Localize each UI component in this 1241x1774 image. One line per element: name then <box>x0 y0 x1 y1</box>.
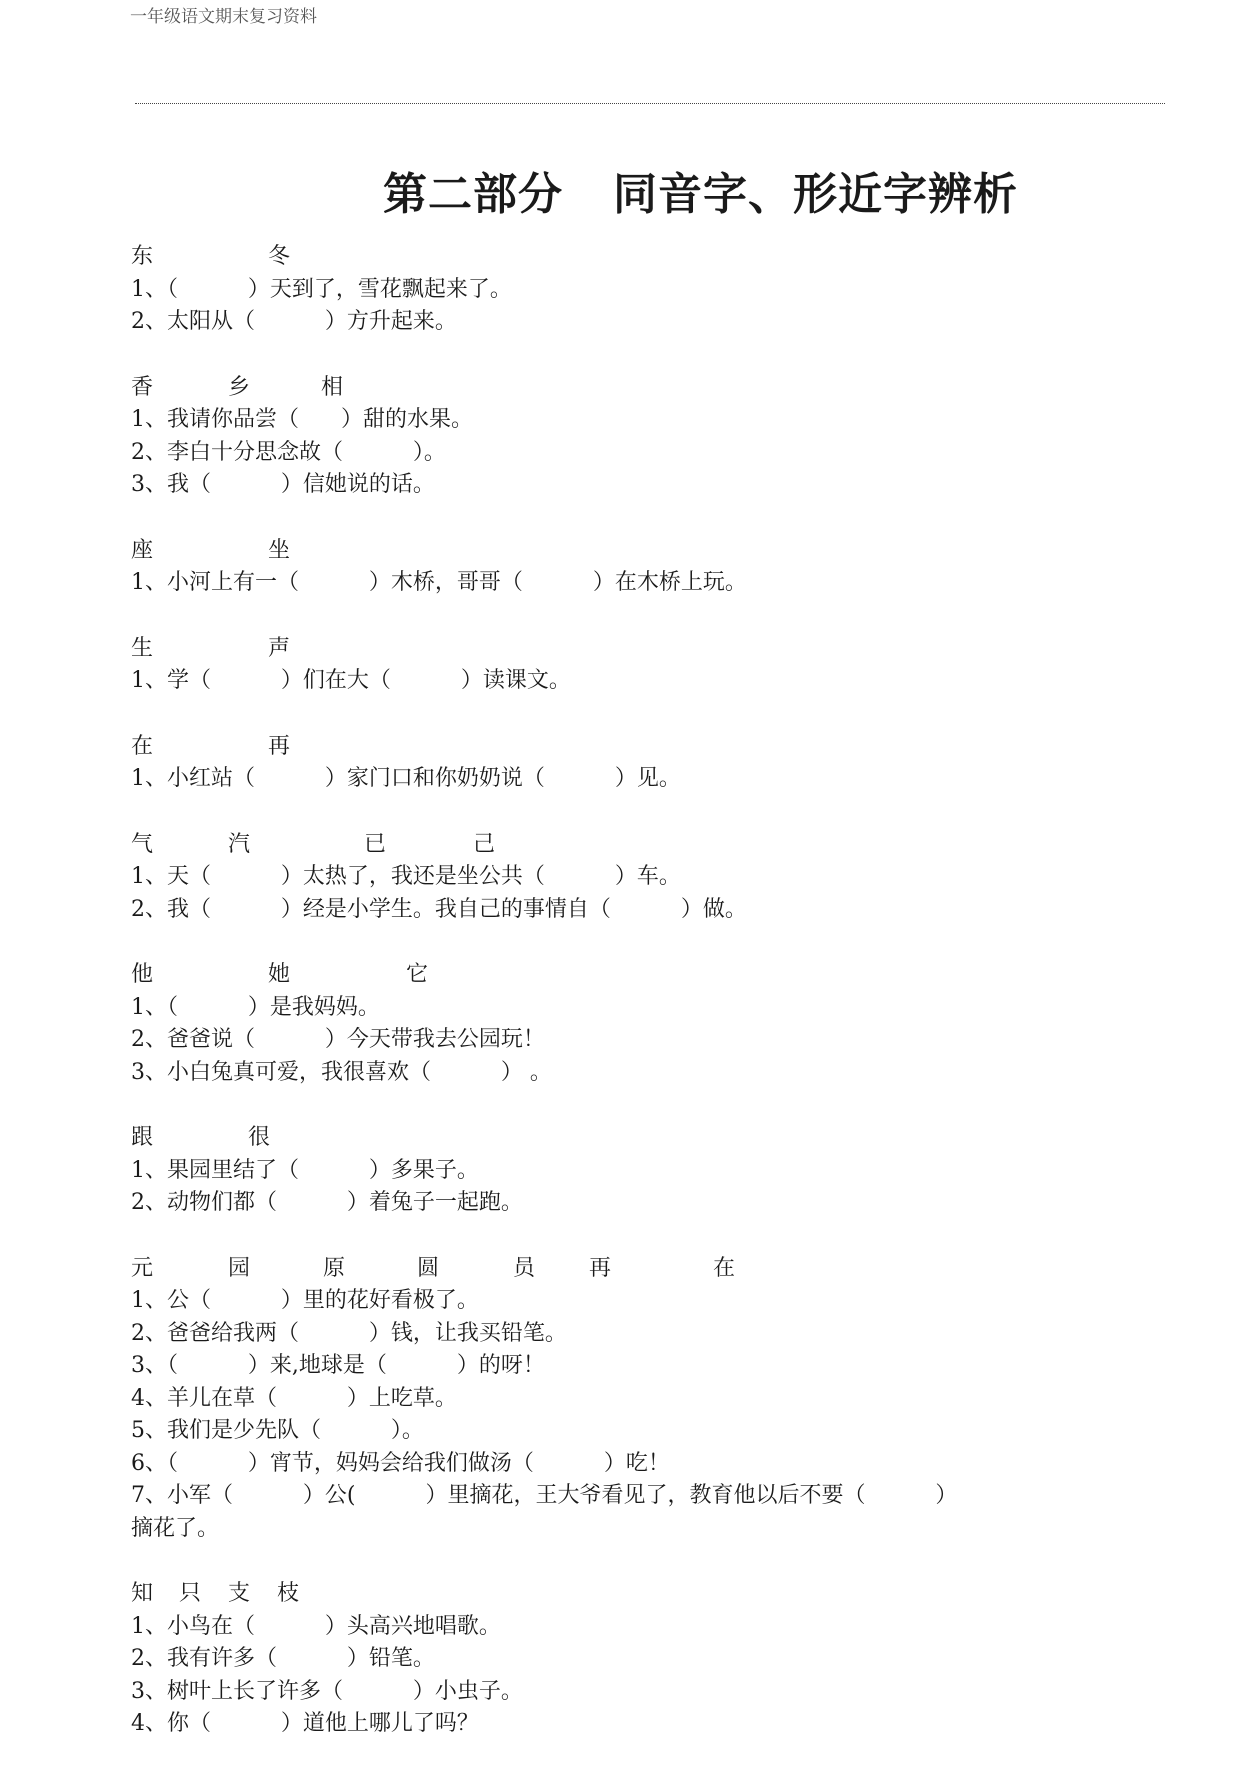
char-option: 在 <box>131 733 154 759</box>
fill-in-sentence: 1、天（ ）太热了，我还是坐公共（ ）车。 <box>131 864 681 889</box>
fill-in-sentence: 4、羊儿在草（ ）上吃草。 <box>131 1385 457 1411</box>
char-option: 己 <box>473 831 496 857</box>
fill-in-sentence: 7、小军（ ）公( ）里摘花，王大爷看见了，教育他以后不要（ ） <box>131 1483 958 1508</box>
char-option: 生 <box>131 635 154 661</box>
exercise-group <box>131 1578 1131 1741</box>
fill-in-sentence: 5、我们是少先队（ ）。 <box>131 1418 424 1443</box>
char-option: 乡 <box>228 374 251 400</box>
char-option: 原 <box>323 1255 346 1281</box>
fill-in-sentence: 1、学（ ）们在大（ ）读课文。 <box>131 668 571 693</box>
fill-in-sentence: 3、我（ ）信她说的话。 <box>131 472 435 497</box>
char-option: 再 <box>589 1255 612 1281</box>
fill-in-sentence: 1、公（ ）里的花好看极了。 <box>131 1288 479 1313</box>
exercise-group <box>131 731 1131 796</box>
char-option: 已 <box>364 831 387 857</box>
char-option: 再 <box>268 733 291 759</box>
char-option: 在 <box>713 1255 736 1281</box>
char-option: 元 <box>131 1255 154 1281</box>
char-options-row <box>131 1578 1131 1611</box>
title-topic: 同音字、形近字辨析 <box>613 169 1018 220</box>
char-option: 气 <box>131 831 154 857</box>
exercise-group <box>131 959 1131 1089</box>
char-options-row <box>131 731 1131 764</box>
running-header: 一年级语文期末复习资料 <box>130 7 317 27</box>
char-option: 知 <box>131 1581 154 1606</box>
char-option: 她 <box>268 962 291 987</box>
fill-in-sentence: 1、（ ）天到了，雪花飘起来了。 <box>131 276 512 302</box>
exercise-list <box>131 241 1131 1774</box>
exercise-group <box>131 1122 1131 1220</box>
char-options-row <box>131 829 1131 862</box>
char-options-row <box>131 1122 1131 1155</box>
exercise-group <box>131 535 1131 600</box>
char-option: 声 <box>268 635 291 661</box>
char-option: 只 <box>179 1581 202 1606</box>
fill-in-sentence: 3、（ ）来,地球是（ ）的呀！ <box>131 1353 545 1378</box>
fill-in-sentence: 1、小红站（ ）家门口和你奶奶说（ ）见。 <box>131 766 681 791</box>
char-option: 圆 <box>417 1255 440 1281</box>
char-option: 座 <box>131 537 154 563</box>
fill-in-sentence: 摘花了。 <box>131 1515 220 1541</box>
char-option: 他 <box>131 962 154 987</box>
title-part: 第二部分 <box>383 169 563 220</box>
exercise-group <box>131 633 1131 698</box>
char-option: 跟 <box>131 1125 154 1150</box>
char-option: 支 <box>228 1581 251 1606</box>
char-options-row <box>131 1253 1131 1286</box>
exercise-group <box>131 829 1131 927</box>
char-option: 它 <box>406 962 429 987</box>
char-options-row <box>131 241 1131 274</box>
char-option: 坐 <box>268 537 291 563</box>
fill-in-sentence: 2、李白十分思念故（ ）。 <box>131 439 446 465</box>
char-options-row <box>131 959 1131 992</box>
fill-in-sentence: 6、（ ）宵节，妈妈会给我们做汤（ ）吃！ <box>131 1450 670 1476</box>
header-divider <box>135 103 1165 104</box>
fill-in-sentence: 3、树叶上长了许多（ ）小虫子。 <box>131 1678 523 1704</box>
fill-in-sentence: 1、小鸟在（ ）头高兴地唱歌。 <box>131 1613 501 1639</box>
fill-in-sentence: 2、太阳从（ ）方升起来。 <box>131 309 457 334</box>
fill-in-sentence: 3、小白兔真可爱，我很喜欢（ ） 。 <box>131 1059 552 1085</box>
char-option: 很 <box>248 1125 271 1150</box>
fill-in-sentence: 1、果园里结了（ ）多果子。 <box>131 1157 479 1183</box>
fill-in-sentence: 1、小河上有一（ ）木桥，哥哥（ ）在木桥上玩。 <box>131 570 747 595</box>
fill-in-sentence: 2、我（ ）经是小学生。我自己的事情自（ ）做。 <box>131 896 747 922</box>
char-option: 员 <box>513 1255 536 1281</box>
char-options-row <box>131 633 1131 666</box>
fill-in-sentence: 2、爸爸说（ ）今天带我去公园玩！ <box>131 1027 545 1052</box>
char-options-row <box>131 372 1131 405</box>
page-title <box>0 158 1241 222</box>
char-option: 相 <box>321 374 344 400</box>
char-option: 园 <box>228 1255 251 1281</box>
exercise-group <box>131 241 1131 339</box>
exercise-group <box>131 372 1131 502</box>
fill-in-sentence: 2、爸爸给我两（ ）钱，让我买铅笔。 <box>131 1320 567 1346</box>
char-options-row <box>131 535 1131 568</box>
char-option: 香 <box>131 374 154 400</box>
char-option: 东 <box>131 244 154 269</box>
exercise-group <box>131 1253 1131 1546</box>
fill-in-sentence: 1、我请你品尝（ ）甜的水果。 <box>131 407 473 432</box>
fill-in-sentence: 4、你（ ）道他上哪儿了吗？ <box>131 1711 479 1736</box>
char-option: 汽 <box>228 831 251 857</box>
fill-in-sentence: 1、（ ）是我妈妈。 <box>131 994 380 1020</box>
fill-in-sentence: 2、我有许多（ ）铅笔。 <box>131 1646 435 1671</box>
char-option: 冬 <box>268 244 291 269</box>
fill-in-sentence: 2、动物们都（ ）着兔子一起跑。 <box>131 1190 523 1215</box>
char-option: 枝 <box>277 1581 300 1606</box>
